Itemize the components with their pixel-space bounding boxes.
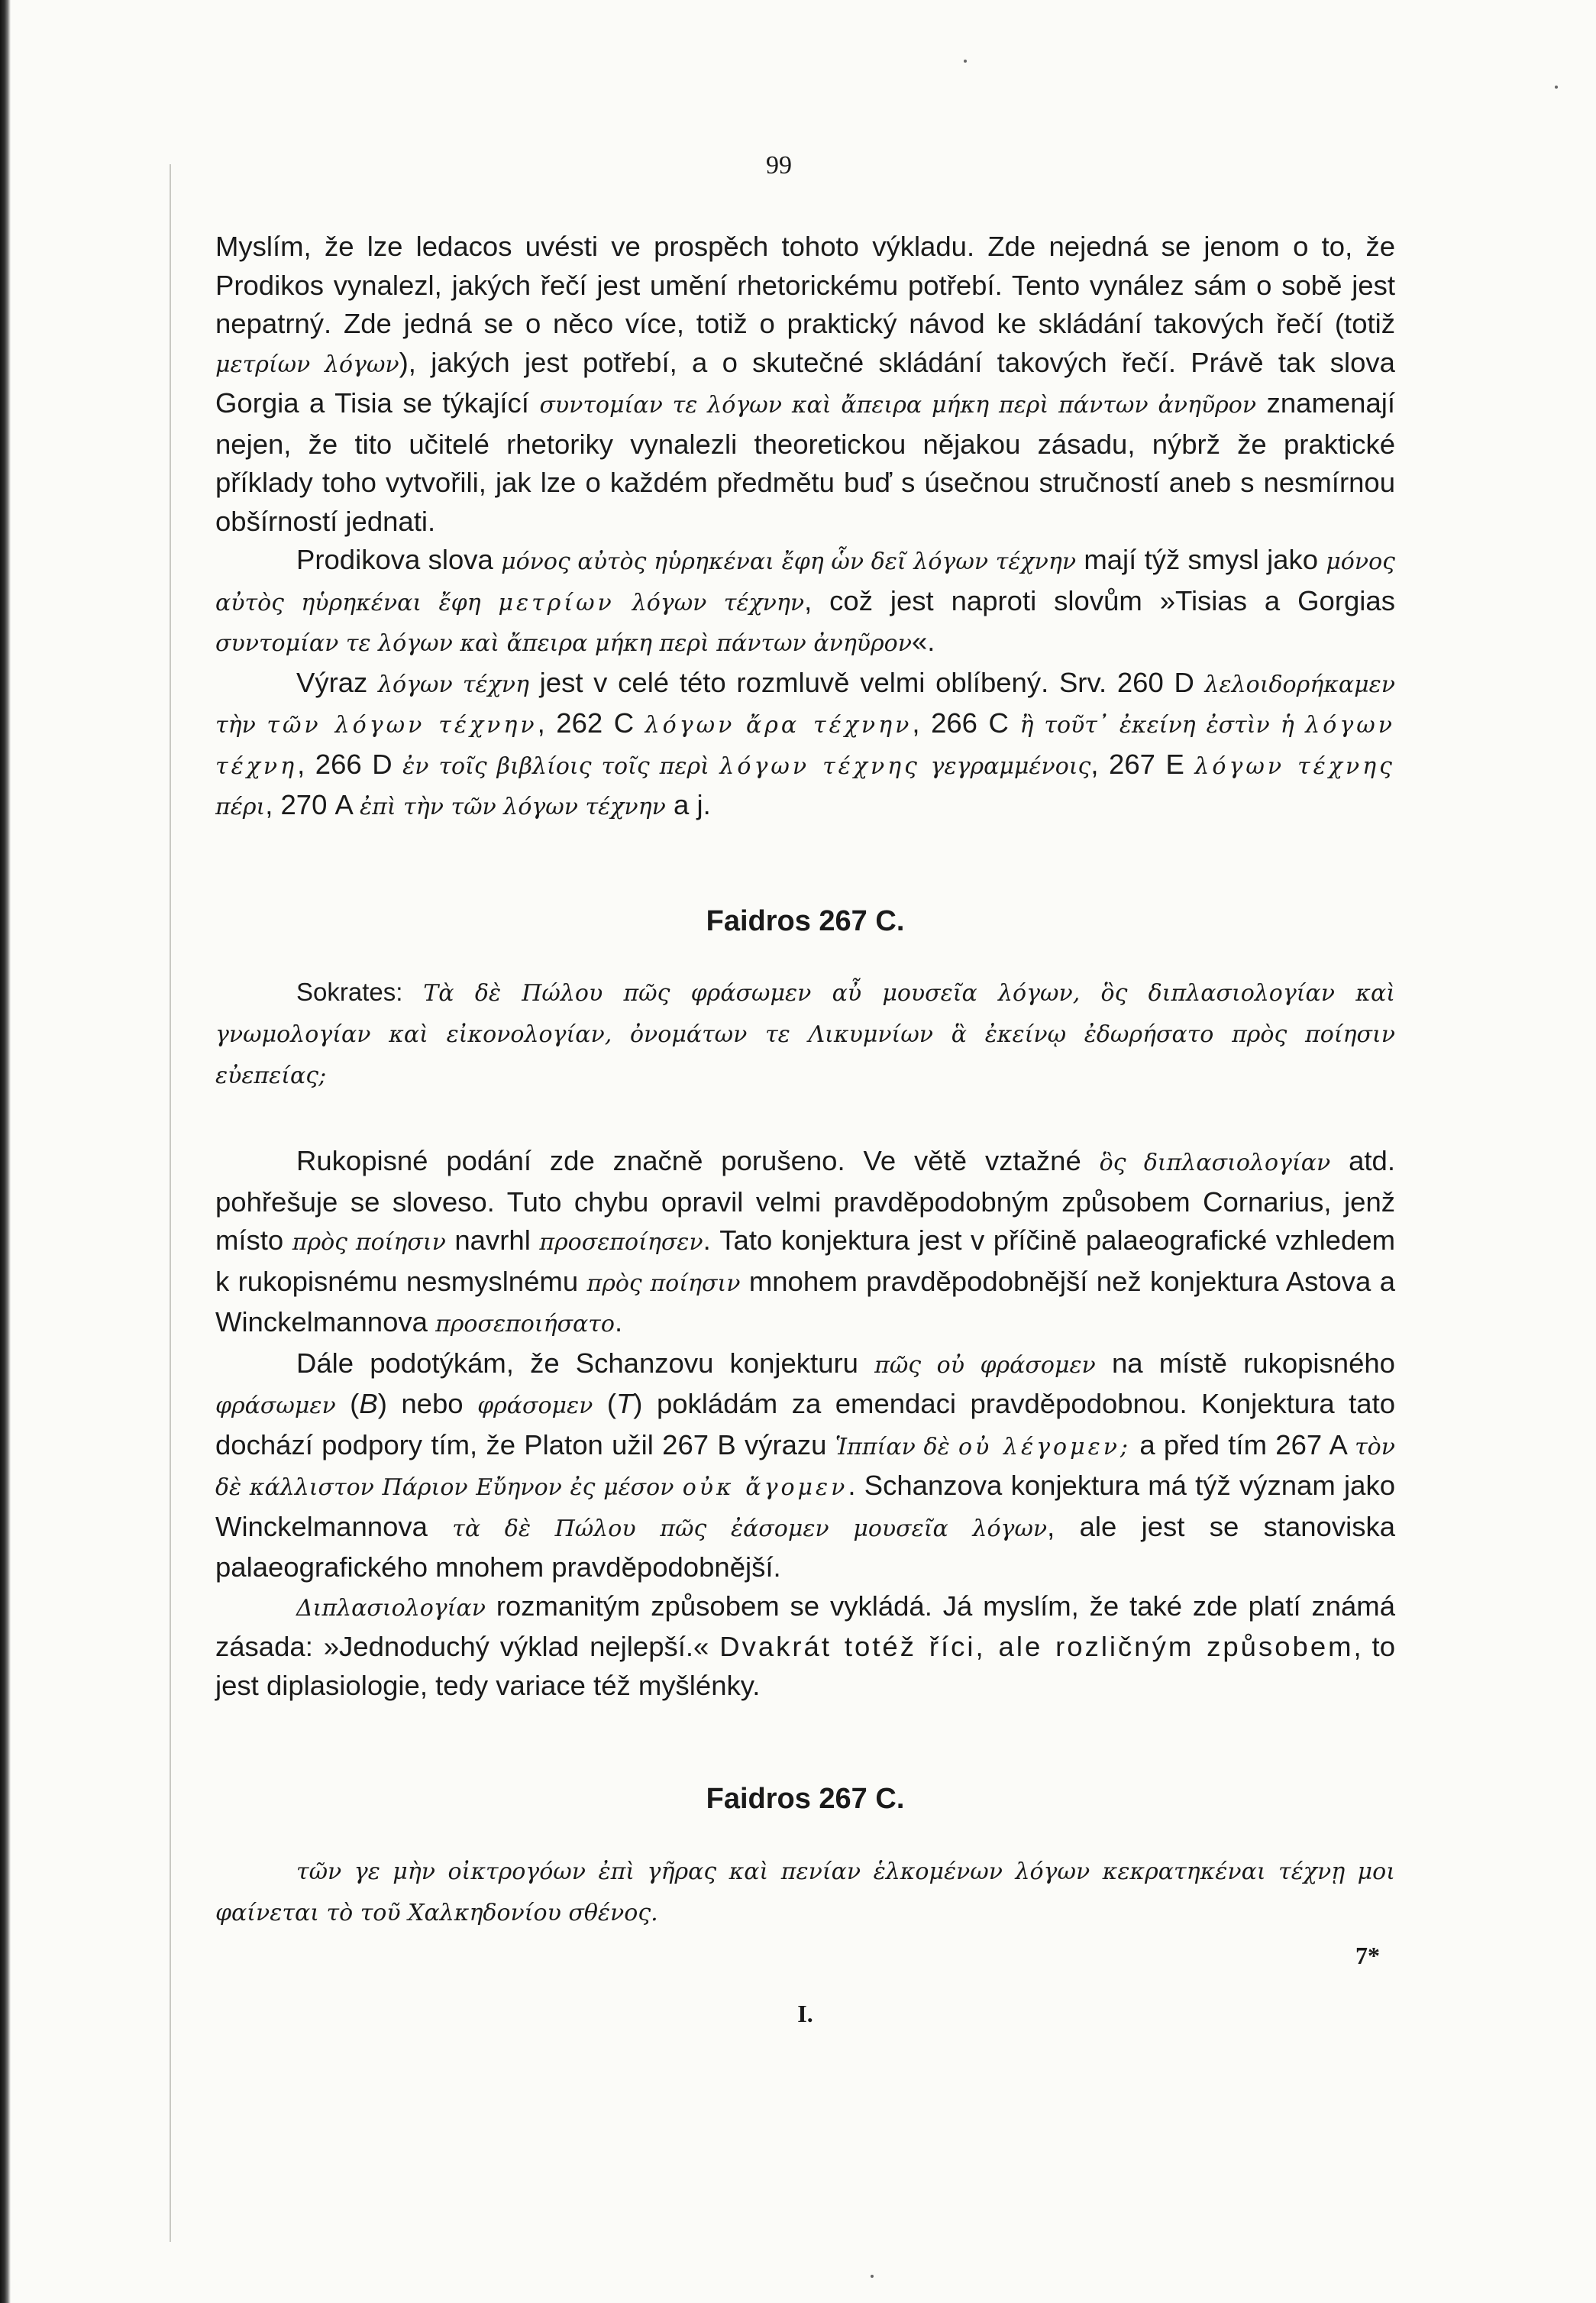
manuscript-siglum: T xyxy=(616,1388,634,1419)
greek-phrase: Ἱππίαν δὲ xyxy=(835,1433,950,1460)
greek-phrase-spaced: ἄρα τέχνην xyxy=(745,712,913,739)
signature-mark: 7* xyxy=(1355,1941,1380,1969)
greek-phrase: τὰ δὲ Πώλου πῶς ἐάσομεν μουσεῖα λόγων xyxy=(452,1515,1048,1542)
manuscript-siglum: B xyxy=(359,1388,378,1419)
greek-phrase-spaced: τῶν λόγων τέχνην xyxy=(267,712,538,739)
greek-phrase: φράσωμεν xyxy=(215,1392,336,1419)
greek-phrase: γεγραμμένοις xyxy=(930,752,1091,780)
greek-phrase: μετρίων λόγων xyxy=(215,351,399,378)
greek-phrase: φράσομεν xyxy=(477,1392,593,1419)
greek-phrase: μόνος αὐτὸς ηὑρηκέναι ἔφη xyxy=(215,548,1395,616)
greek-phrase: λόγων τέχνη xyxy=(378,671,529,698)
greek-phrase: πρὸς ποίησιν xyxy=(586,1270,741,1297)
greek-quote: Τὰ δὲ Πώλου πῶς φράσωμεν αὖ μουσεῖα λόγων, ὃς διπλασιολογίαν καὶ γνωμολογίαν καὶ εἰκονολογίαν, ὀνομάτων τε Λικυμνίων ἃ ἐκείνῳ ἐδωρήσατο πρὸς ποίησιν εὐεπείας; xyxy=(215,980,1395,1089)
greek-phrase: πῶς οὐ φράσομεν xyxy=(874,1351,1096,1379)
page-body xyxy=(215,228,1395,2033)
greek-phrase: προσεποίησεν xyxy=(539,1229,703,1256)
paragraph-5: Dále podotýkám, že Schanzovu konjekturu πῶς οὐ φράσομεν na místě rukopisného φράσωμεν (B) nebo φράσομεν (T) pokládám za emendaci pravděpodobnou. Konjektura tato dochází podpory tím, že Platon užil 267 B výrazu Ἱππίαν δὲ οὐ λέγομεν; a před tím 267 A τὸν δὲ κάλλιστον Πάριον Εὔηνον ἐς μέσον οὐκ ἄγομεν. Schanzova konjektura má týž význam jako Winckelmannova τὰ δὲ Πώλου πῶς ἐάσομεν μουσεῖα λόγων, ale jest se stanoviska palaeografického mnohem pravděpodobnější. xyxy=(215,1347,1396,1583)
greek-phrase: συντομίαν τε λόγων καὶ ἄπειρα μήκη περὶ πάντων ἀνηῦρον xyxy=(215,630,912,657)
greek-phrase: ἢ τοῦτ᾽ ἐκείνη ἐστὶν ἡ xyxy=(1019,712,1294,739)
scan-speck xyxy=(871,2275,874,2278)
greek-phrase-spaced: λόγων τέχνη xyxy=(215,712,1395,780)
greek-phrase: προσεποιήσατο xyxy=(435,1311,615,1337)
greek-phrase-spaced: οὐ λέγομεν; xyxy=(958,1433,1132,1460)
scan-left-edge xyxy=(0,0,11,2303)
greek-quote: τῶν γε μὴν οἰκτρογόων ἐπὶ γῆρας καὶ πενίαν ἑλκομένων λόγων κεκρατηκέναι τέχνῃ μοι φαίνεται τὸ τοῦ Χαλκηδονίου σθένος. xyxy=(215,1858,1395,1926)
greek-phrase: συντομίαν τε λόγων καὶ ἄπειρα μήκη περὶ πάντων ἀνηῦρον xyxy=(539,392,1257,419)
scan-speck xyxy=(964,60,967,63)
page-number: 99 xyxy=(766,151,792,180)
greek-phrase: Διπλασιολογίαν xyxy=(296,1594,486,1622)
greek-phrase: πέρι xyxy=(215,794,266,820)
greek-phrase-spaced: λόγων τέχνης xyxy=(1194,752,1395,780)
spaced-emphasis: Dvakrát totéž říci, ale rozličným způsobem xyxy=(719,1631,1354,1662)
greek-phrase-spaced: λόγων xyxy=(645,712,735,739)
greek-phrase: πρὸς ποίησιν xyxy=(292,1229,446,1256)
paragraph-4: Rukopisné podání zde značně porušeno. Ve větě vztažné ὃς διπλασιολογίαν atd. pohřešuje se sloveso. Tuto chybu opravil velmi pravděpodobným způsobem Cornarius, jenž místo πρὸς ποίησιν navrhl προσεποίησεν. Tato konjektura jest v příčině palaeografické vzhledem k rukopisnému nesmyslnému πρὸς ποίησιν mnohem pravděpodobnější než konjektura Astova a Winckelmannova προσεποιήσατο. xyxy=(215,1145,1395,1337)
greek-phrase: μόνος αὐτὸς ηὑρηκέναι ἔφη ὧν δεῖ λόγων τέχνην xyxy=(501,548,1077,575)
greek-phrase: ὃς διπλασιολογίαν xyxy=(1099,1150,1331,1176)
paragraph-2: Prodikova slova μόνος αὐτὸς ηὑρηκέναι ἔφη ὧν δεῖ λόγων τέχνην mají týž smysl jako μόνος αὐτὸς ηὑρηκέναι ἔφη μετρίων λόγων τέχνην, což jest naproti slovům »Tisias a Gorgias συντομίαν τε λόγων καὶ ἄπειρα μήκη περὶ πάντων ἀνηῦρον«. xyxy=(215,544,1395,657)
greek-phrase-spaced: λόγων τέχνης xyxy=(719,752,920,780)
paragraph-1: Myslím, že lze ledacos uvésti ve prospěch tohoto výkladu. Zde nejedná se jenom o to, že Prodikos vynalezl, jakých řečí jest umění rhetorickému potřebí. Tento vynález sám o sobě jest nepatrný. Zde jedná se o něco více, totiž o praktický návod ke skládání takových řečí (totiž μετρίων λόγων), jakých jest potřebí, a o skutečné skládání takových řečí. Právě tak slova Gorgia a Tisia se týkající συντομίαν τε λόγων καὶ ἄπειρα μήκη περὶ πάντων ἀνηῦρον znamenají nejen, že tito učitelé rhetoriky vynalezli theoretickou nějakou zásadu, nýbrž že praktické příklady toho vytvořili, jak lze o každém předmětu buď s úsečnou stručností aneb s nesmírnou obšírností jednati. xyxy=(215,231,1396,537)
section-heading: Faidros 267 C. xyxy=(706,1783,905,1815)
paragraph-6: Διπλασιολογίαν rozmanitým způsobem se vykládá. Já myslím, že také zde platí známá zásada: »Jednoduchý výklad nejlepší.« Dvakrát totéž říci, ale rozličným způsobem, to jest diplasiologie, tedy variace též myšlénky. xyxy=(215,1590,1395,1701)
greek-phrase: ἐπὶ τὴν τῶν λόγων τέχνην xyxy=(360,794,666,820)
greek-phrase: λόγων τέχνην xyxy=(632,589,805,616)
greek-phrase: λελοιδορήκαμεν τὴν xyxy=(215,671,1395,739)
quote-greek xyxy=(215,1851,1395,1933)
paragraph-3: Výraz λόγων τέχνη jest v celé této rozmluvě velmi oblíbený. Srv. 260 D λελοιδορήκαμεν τὴν τῶν λόγων τέχνην, 262 C λόγων ἄρα τέχνην, 266 C ἢ τοῦτ᾽ ἐκείνη ἐστὶν ἡ λόγων τέχνη, 266 D ἐν τοῖς βιβλίοις τοῖς περὶ λόγων τέχνης γεγραμμένοις, 267 E λόγων τέχνης πέρι, 270 A ἐπὶ τὴν τῶν λόγων τέχνην a j. xyxy=(215,666,1395,820)
section-heading: Faidros 267 C. xyxy=(706,904,905,937)
scan-speck xyxy=(1555,86,1558,89)
greek-phrase: ἐν τοῖς βιβλίοις τοῖς περὶ xyxy=(402,752,709,780)
signature-number: I. xyxy=(797,1999,813,2027)
greek-phrase: τὸν δὲ κάλλιστον Πάριον Εὔηνον ἐς μέσον xyxy=(215,1433,1395,1501)
page-border-line xyxy=(170,164,171,2242)
speaker-label: Sokrates: xyxy=(296,978,424,1006)
greek-phrase-spaced: μετρίων xyxy=(498,589,615,616)
quote-sokrates xyxy=(215,972,1395,1096)
greek-phrase-spaced: οὐκ ἄγομεν xyxy=(682,1474,848,1501)
